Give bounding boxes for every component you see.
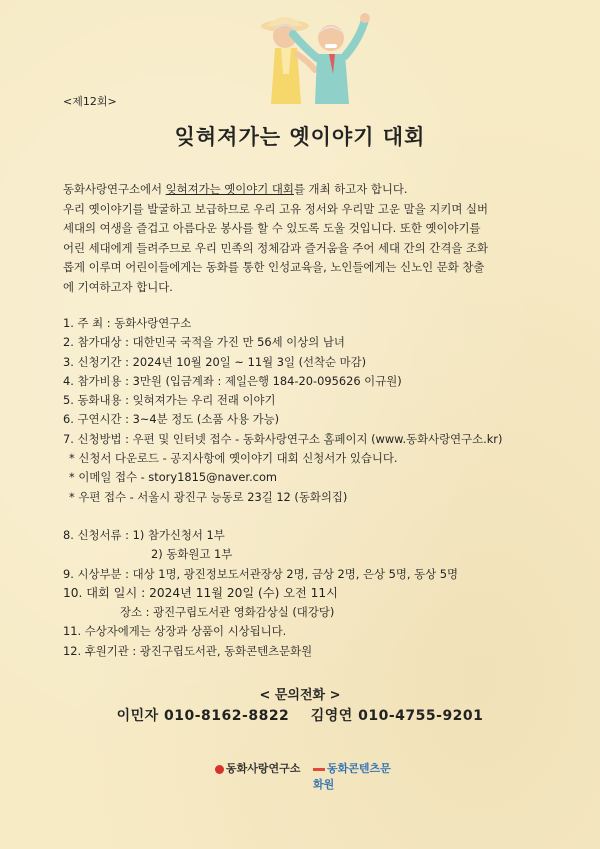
list-item-event-date: 10. 대회 일시 : 2024년 11월 20일 (수) 오전 11시 [63,585,338,600]
list-note-email: * 이메일 접수 - story1815@naver.com [69,470,278,485]
contact-numbers [0,705,600,725]
donghwa-contents-logo [313,760,395,792]
brush-logo-icon [313,768,325,771]
intro-paragraph [63,180,543,297]
intro-line-2: 우리 옛이야기를 발굴하고 보급하므로 우리 고유 정서와 우리말 고운 말을 지키며 실버 [63,201,488,216]
list-note-mail: * 우편 접수 - 서울시 광진구 능동로 23길 12 (동화의집) [69,489,348,504]
intro-line-6: 에 기여하고자 합니다. [63,279,173,294]
list-item-eligibility: 2. 참가대상 : 대한민국 국적을 가진 만 56세 이상의 남녀 [63,335,345,350]
apple-logo-icon [215,765,224,774]
contact-heading: < 문의전화 > [259,688,341,703]
footer-logos [215,760,395,791]
list-item-venue: 장소 : 광진구립도서관 영화감상실 (대강당) [120,605,335,620]
intro-line-3: 세대의 여생을 즐겁고 아름다운 봉사를 할 수 있도록 도울 것입니다. 또한 옛이야기를 [63,221,481,235]
list-item-fee: 4. 참가비용 : 3만원 (입금계좌 : 제일은행 184-20-095626 이규원) [63,373,402,388]
list-item-documents: 8. 신청서류 : 1) 참가신청서 1부 [63,527,225,542]
intro-line-4: 어린 세대에게 들려주므로 우리 민족의 정체감과 즐거움을 주어 세대 간의 간격을 조화 [63,240,488,255]
contact-person-2: 김영연 010-4755-9201 [310,708,484,724]
donghwa-research-logo [215,760,300,776]
intro-text: 동화사랑연구소에서 [63,182,166,196]
intro-line-1 [63,180,543,200]
list-note-download: * 신청서 다운로드 - 공지사항에 옛이야기 대회 신청서가 있습니다. [69,451,398,466]
edition-label: <제12회> [63,95,117,108]
list-item-awards: 9. 시상부분 : 대상 1명, 광진정보도서관장상 2명, 금상 2명, 은상 5명, 동상 5명 [63,566,458,581]
list-item-organizer: 1. 주 최 : 동화사랑연구소 [63,316,192,330]
intro-line-5: 롭게 이루며 어린이들에게는 동화를 통한 인성교육을, 노인들에게는 신노인 문화 창출 [63,260,485,274]
list-item-prizes: 11. 수상자에게는 상장과 상품이 시상됩니다. [63,624,287,639]
logo2-text: 동화콘텐츠문화원 [313,762,391,791]
list-item-story-content: 5. 동화내용 : 잊혀져가는 우리 전래 이야기 [63,393,276,408]
event-name-underlined: 잊혀져가는 옛이야기 대회 [165,182,294,196]
list-item-duration: 6. 구연시간 : 3~4분 정도 (소품 사용 가능) [63,412,280,427]
details-list [63,314,563,661]
contact-person-1: 이민자 010-8162-8822 [116,708,290,724]
elderly-couple-illustration [245,4,375,112]
spacer [63,507,563,526]
list-item-method: 7. 신청방법 : 우편 및 인터넷 접수 - 동화사랑연구소 홈페이지 (www.동화사랑연구소.kr) [63,431,503,446]
intro-text: 를 개최 하고자 합니다. [293,182,408,196]
page-title: 잊혀져가는 옛이야기 대회 [174,125,426,149]
list-item-documents-2: 2) 동화원고 1부 [151,547,233,562]
list-item-sponsors: 12. 후원기관 : 광진구립도서관, 동화콘텐츠문화원 [63,643,313,658]
logo1-text: 동화사랑연구소 [226,762,301,775]
list-item-application-period: 3. 신청기간 : 2024년 10월 20일 ~ 11월 3일 (선착순 마감) [63,354,367,369]
